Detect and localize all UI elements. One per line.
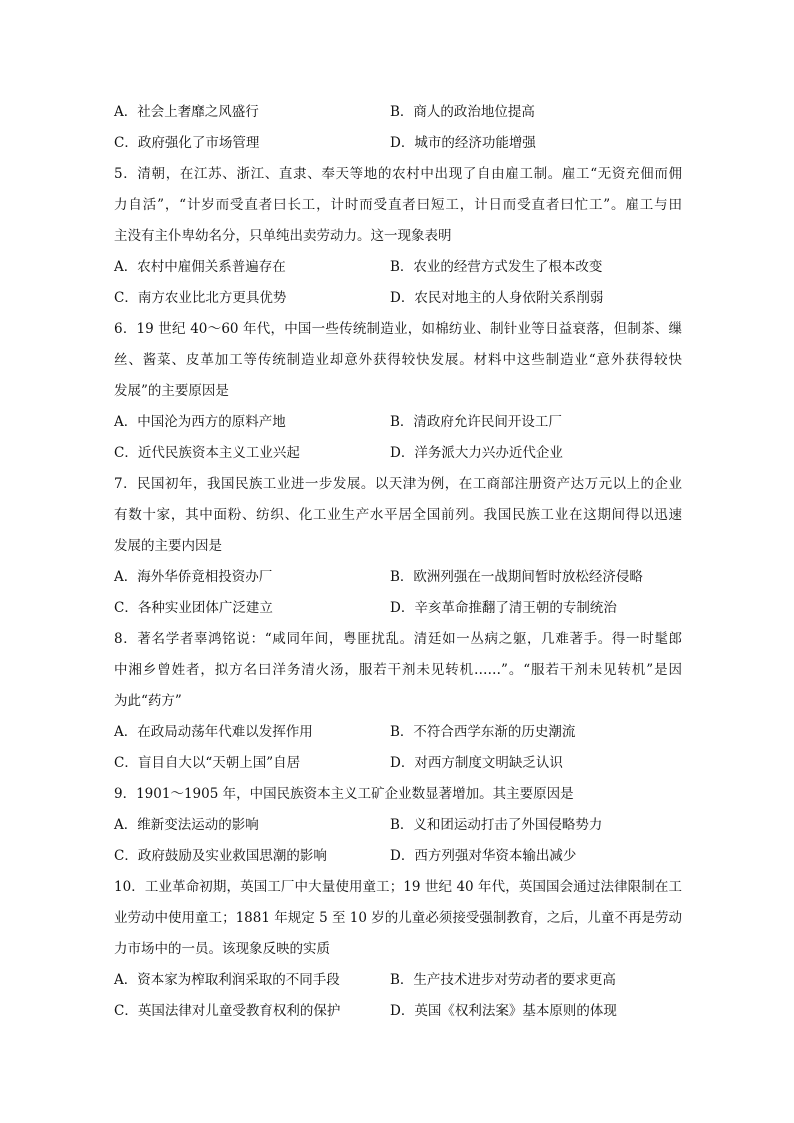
- q5-options-row-2: [114, 283, 682, 314]
- q7-stem-line: 有数十家，其中面粉、纺织、化工业生产水平居全国前列。我国民族工业在这期间得以迅速: [114, 507, 682, 523]
- q5-options-row-1: [114, 252, 682, 283]
- q6-option-c[interactable]: C．近代民族资本主义工业兴起: [114, 445, 300, 461]
- q8-option-c[interactable]: C．盲目自大以“天朝上国”自居: [114, 755, 301, 771]
- q10-options-row-2: [114, 996, 682, 1027]
- q7-options-row-1: [114, 562, 682, 593]
- q5-stem-line: 力自活”，“计岁而受直者曰长工，计时而受直者曰短工，计日而受直者曰忙工”。雇工与田: [114, 197, 682, 213]
- q9-option-b[interactable]: B．义和团运动打击了外国侵略势力: [390, 817, 603, 833]
- q8-option-a[interactable]: A．在政局动荡年代难以发挥作用: [114, 724, 313, 740]
- q9-stem-line: 9．1901～1905 年，中国民族资本主义工矿企业数显著增加。其主要原因是: [114, 786, 574, 802]
- q10-stem-line: 业劳动中使用童工；1881 年规定 5 至 10 岁的儿童必须接受强制教育，之后，儿童不再是劳动: [114, 910, 682, 926]
- q4-option-d[interactable]: D．城市的经济功能增强: [390, 135, 536, 151]
- q6-stem-line: 发展”的主要原因是: [114, 383, 229, 399]
- q6-options-row-2: [114, 438, 682, 469]
- q9-option-d[interactable]: D．西方列强对华资本输出减少: [390, 848, 577, 864]
- q6-stem-line: 6．19 世纪 40～60 年代，中国一些传统制造业，如棉纺业、制针业等日益衰落，但制茶、缫: [114, 321, 682, 337]
- q8-stem-line: 8．著名学者辜鸿铭说：“咸同年间，粤匪扰乱。清廷如一丛病之躯，几难著手。得一时髦郎: [114, 631, 682, 647]
- q5-stem-line: 5．清朝，在江苏、浙江、直隶、奉天等地的农村中出现了自由雇工制。雇工“无资充佃而佣: [114, 166, 682, 182]
- q4-options-row-2: [114, 128, 682, 159]
- q7-option-b[interactable]: B．欧洲列强在一战期间暂时放松经济侵略: [390, 569, 643, 585]
- q8-stem-line: 中湘乡曾姓者，拟方名曰洋务清火汤，服若干剂未见转机……”。“服若干剂未见转机”是因: [114, 662, 682, 678]
- q10-option-c[interactable]: C．英国法律对儿童受教育权利的保护: [114, 1003, 341, 1019]
- q5-option-b[interactable]: B．农业的经营方式发生了根本改变: [390, 259, 603, 275]
- q4-option-a[interactable]: A．社会上奢靡之风盛行: [114, 104, 259, 120]
- q6-stem-line: 丝、酱菜、皮革加工等传统制造业却意外获得较快发展。材料中这些制造业“意外获得较快: [114, 352, 682, 368]
- q6-options-row-1: [114, 407, 682, 438]
- q7-option-a[interactable]: A．海外华侨竟相投资办厂: [114, 569, 273, 585]
- q8-option-d[interactable]: D．对西方制度文明缺乏认识: [390, 755, 563, 771]
- q10-stem-line: 力市场中的一员。该现象反映的实质: [114, 941, 330, 957]
- q9-option-c[interactable]: C．政府鼓励及实业救国思潮的影响: [114, 848, 327, 864]
- q4-option-c[interactable]: C．政府强化了市场管理: [114, 135, 260, 151]
- q7-stem-line: 发展的主要内因是: [114, 538, 222, 554]
- q6-option-d[interactable]: D．洋务派大力兴办近代企业: [390, 445, 563, 461]
- q10-option-a[interactable]: A．资本家为榨取利润采取的不同手段: [114, 972, 340, 988]
- q8-stem-line: 为此“药方”: [114, 693, 182, 709]
- q10-option-b[interactable]: B．生产技术进步对劳动者的要求更高: [390, 972, 616, 988]
- q5-stem-line: 主没有主仆卑幼名分，只单纯出卖劳动力。这一现象表明: [114, 228, 452, 244]
- page-content: [114, 97, 682, 1027]
- q6-option-a[interactable]: A．中国沦为西方的原料产地: [114, 414, 286, 430]
- q5-option-d[interactable]: D．农民对地主的人身依附关系削弱: [390, 290, 604, 306]
- q4-option-b[interactable]: B．商人的政治地位提高: [390, 104, 535, 120]
- q9-option-a[interactable]: A．维新变法运动的影响: [114, 817, 259, 833]
- q7-stem-line: 7．民国初年，我国民族工业进一步发展。以天津为例，在工商部注册资产达万元以上的企业: [114, 476, 682, 492]
- q5-option-c[interactable]: C．南方农业比北方更具优势: [114, 290, 287, 306]
- q9-options-row-2: [114, 841, 682, 872]
- q7-option-c[interactable]: C．各种实业团体广泛建立: [114, 600, 273, 616]
- q10-option-d[interactable]: D．英国《权利法案》基本原则的体现: [390, 1003, 617, 1019]
- q4-options-row-1: [114, 97, 682, 128]
- q10-stem-line: 10．工业革命初期，英国工厂中大量使用童工；19 世纪 40 年代，英国国会通过法律限制在工: [114, 879, 682, 895]
- q7-options-row-2: [114, 593, 682, 624]
- q9-options-row-1: [114, 810, 682, 841]
- q8-options-row-1: [114, 717, 682, 748]
- q7-option-d[interactable]: D．辛亥革命推翻了清王朝的专制统治: [390, 600, 617, 616]
- q10-options-row-1: [114, 965, 682, 996]
- q8-options-row-2: [114, 748, 682, 779]
- q5-option-a[interactable]: A．农村中雇佣关系普遍存在: [114, 259, 286, 275]
- q8-option-b[interactable]: B．不符合西学东渐的历史潮流: [390, 724, 576, 740]
- q6-option-b[interactable]: B．清政府允许民间开设工厂: [390, 414, 562, 430]
